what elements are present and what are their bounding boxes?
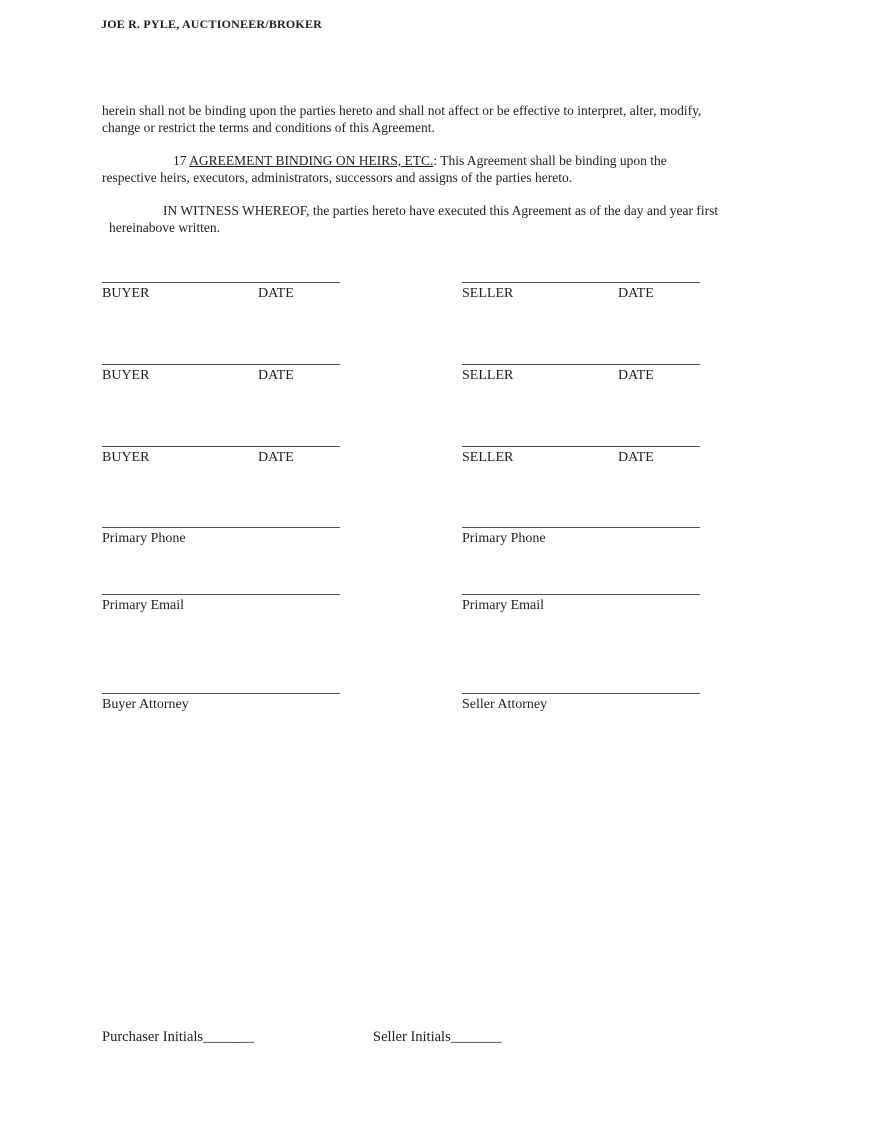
primary-phone-line [102, 527, 340, 528]
seller-primary-phone-block [462, 527, 700, 548]
seller-signature-line [462, 282, 700, 283]
seller-initials [373, 1029, 501, 1046]
buyer-signature-block-3 [102, 446, 340, 467]
primary-email-label: Primary Email [462, 598, 545, 613]
paragraph-clause-continuation [102, 103, 701, 136]
purchaser-initials [102, 1029, 254, 1046]
seller-signature-line [462, 364, 700, 365]
seller-attorney-line [462, 693, 700, 694]
paragraph-heirs-clause [102, 153, 667, 186]
date-label: DATE [258, 368, 294, 383]
paragraph-line: hereinabove written. [109, 219, 220, 235]
buyer-signature-line [102, 282, 340, 283]
clause-title-underlined: AGREEMENT BINDING ON HEIRS, ETC. [189, 153, 434, 168]
seller-attorney-label: Seller Attorney [462, 697, 548, 712]
purchaser-initials-blank: _______ [203, 1029, 254, 1045]
clause-text: : This Agreement shall be binding upon the [433, 153, 667, 168]
paragraph-line: herein shall not be binding upon the parties hereto and shall not affect or be effective to interpret, alter, modify, [102, 103, 702, 118]
primary-phone-line [462, 527, 700, 528]
paragraph-witness-whereof [102, 203, 718, 236]
buyer-signature-line [102, 446, 340, 447]
buyer-label: BUYER [102, 368, 150, 383]
buyer-attorney-label: Buyer Attorney [102, 697, 189, 712]
buyer-attorney-block [102, 693, 340, 714]
date-label: DATE [258, 450, 294, 465]
primary-email-line [462, 594, 700, 595]
buyer-primary-phone-block [102, 527, 340, 548]
date-label: DATE [258, 286, 294, 301]
seller-primary-email-block [462, 594, 700, 615]
primary-email-label: Primary Email [102, 598, 185, 613]
buyer-label: BUYER [102, 286, 150, 301]
buyer-signature-block-2 [102, 364, 340, 385]
buyer-attorney-line [102, 693, 340, 694]
primary-email-line [102, 594, 340, 595]
seller-initials-blank: _______ [450, 1029, 502, 1045]
seller-attorney-block [462, 693, 700, 714]
document-header: JOE R. PYLE, AUCTIONEER/BROKER [101, 17, 323, 31]
seller-label: SELLER [462, 368, 514, 383]
seller-initials-label: Seller Initials [373, 1029, 451, 1045]
buyer-label: BUYER [102, 450, 150, 465]
seller-signature-block-1 [462, 282, 700, 303]
paragraph-line: change or restrict the terms and conditions of this Agreement. [102, 119, 435, 135]
buyer-signature-block-1 [102, 282, 340, 303]
primary-phone-label: Primary Phone [102, 531, 186, 546]
buyer-signature-line [102, 364, 340, 365]
paragraph-line: respective heirs, executors, administrators, successors and assigns of the parties hereto. [102, 169, 573, 185]
primary-phone-label: Primary Phone [462, 531, 546, 546]
purchaser-initials-label: Purchaser Initials [102, 1029, 204, 1045]
paragraph-line [102, 153, 667, 170]
date-label: DATE [618, 286, 654, 301]
seller-signature-block-2 [462, 364, 700, 385]
seller-signature-block-3 [462, 446, 700, 467]
buyer-primary-email-block [102, 594, 340, 615]
seller-label: SELLER [462, 450, 514, 465]
seller-label: SELLER [462, 286, 514, 301]
date-label: DATE [618, 450, 654, 465]
paragraph-line: IN WITNESS WHEREOF, the parties hereto have executed this Agreement as of the day and year first [163, 203, 719, 218]
date-label: DATE [618, 368, 654, 383]
clause-number: 17 [173, 153, 190, 168]
seller-signature-line [462, 446, 700, 447]
